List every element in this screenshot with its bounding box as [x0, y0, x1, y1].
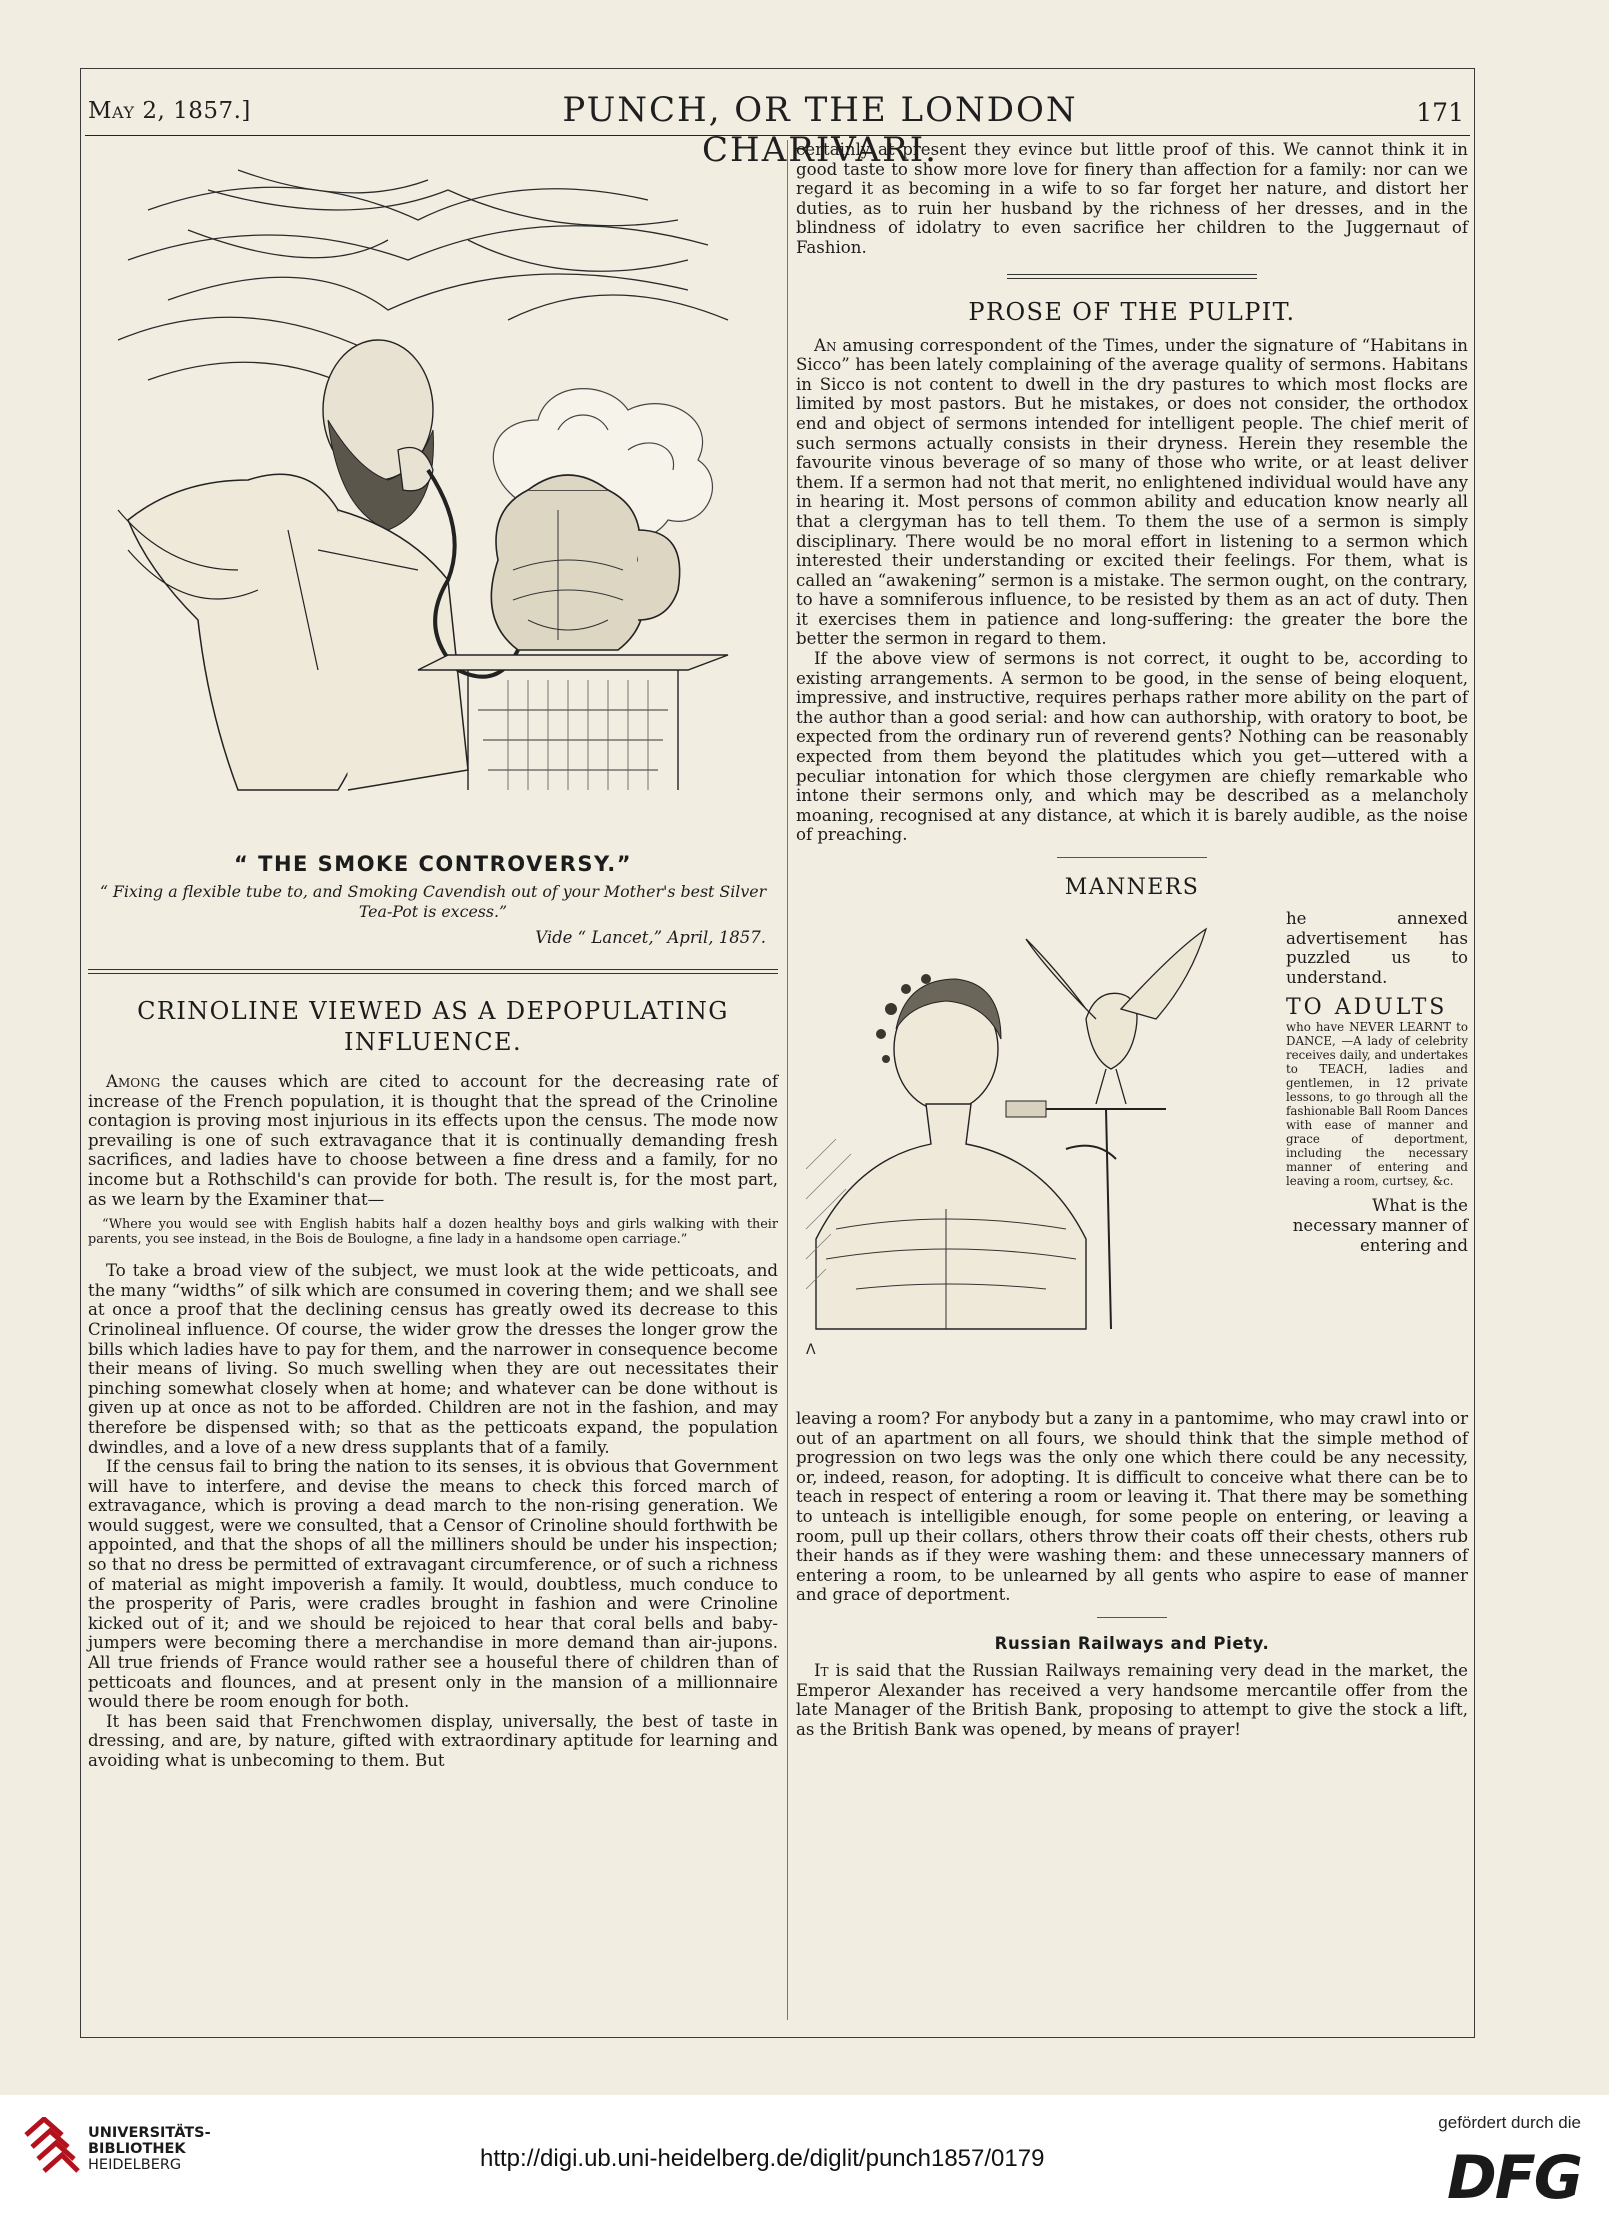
- library-name-line-2: BIBLIOTHEK: [88, 2141, 186, 2157]
- pulpit-paragraph-2: If the above view of sermons is not correct, it ought to be, according to existing arrangements. A sermon to be good, in the sense of being eloquent, impressive, and instructive, requires perhaps rather more ability on the part of the author than a good serial: and how can authorship, with oratory to boot, be expected from the ordinary run of reverend gents? Nothing can be reasonably expected from them beyond the platitudes which you get—uttered with a peculiar intonation for which those clergymen are chiefly remarkable who intone their sermons only, and which may be described as a melancholy moaning, recognised at any distance, at which it is barely audible, as the noise of preaching.: [796, 649, 1468, 845]
- masthead-title: PUNCH, OR THE LONDON CHARIVARI.: [562, 90, 1078, 170]
- artist-monogram: Λ: [806, 1342, 816, 1358]
- page-number: 171: [1416, 98, 1464, 127]
- crinoline-paragraph-2: To take a broad view of the subject, we must look at the wide petticoats, and the many “widths” of silk which are consumed in covering them; and we shall see at once a proof that the declining census has greatly owed its decrease to this Crinolineal influence. Of course, the wider grow the dresses the longer grow the bills which ladies have to pay for them, and the narrower in consequence become their means of living. So much swelling when they are out necessitates their pinching somewhat closely when at home; and whatever can be done without is given up at once as not to be afforded. Children are not in the fashion, and may therefore be dispensed with; so that as the petticoats expand, the population dwindles, and a love of a new dress supplants that of a family.: [88, 1261, 778, 1457]
- source-url-link[interactable]: http://digi.ub.uni-heidelberg.de/diglit/punch1857/0179: [480, 2145, 1045, 2172]
- advertisement-heading: TO ADULTS: [1286, 995, 1448, 1021]
- library-name-line-1: UNIVERSITÄTS-: [88, 2125, 211, 2141]
- crinoline-continuation: certainly at present they evince but little proof of this. We cannot think it in good taste to show more love for finery than affection for a family: nor can we regard it as becoming in a wife to so far forget her nature, and distort her duties, as to ruin her husband by the richness of her dresses, and in the blindness of idolatry to even sacrifice her children to the Juggernaut of Fashion.: [796, 140, 1468, 257]
- russian-railways-title: Russian Railways and Piety.: [994, 1633, 1270, 1653]
- crinoline-title: CRINOLINE VIEWED AS A DEPOPULATING INFLUENCE.: [137, 997, 729, 1056]
- examiner-quote: “Where you would see with English habits half a dozen healthy boys and girls walking with their parents, you see instead, in the Bois de Boulogne, a fine lady in a handsome open carriage.”: [88, 1217, 778, 1248]
- manners-sidebar: [1286, 909, 1468, 1255]
- manners-intro: he annexed advertisement has puzzled us to understand.: [1286, 909, 1468, 987]
- crinoline-paragraph-1-text: the causes which are cited to account for the decreasing rate of increase of the French population, it is thought that the spread of the Crinoline contagion is proving most injurious in its effects upon the census. The mode now prevailing is one of such extravagance that it is continually demanding fresh sacrifices, and ladies have to choose between a fine dress and a family, for no income but a Rothschild's can provide for both. The result is, for the most part, as we learn by the Examiner that—: [88, 1072, 778, 1209]
- library-name-line-3: HEIDELBERG: [88, 2157, 182, 2173]
- column-divider: [787, 140, 788, 2020]
- manners-side-paragraph: What is the necessary manner of entering and: [1292, 1196, 1468, 1255]
- russian-railways-text: is said that the Russian Railways remaining very dead in the market, the Emperor Alexander has received a very handsome mercantile offer from the late Manager of the British Bank, proposing to attempt to give the stock a lift, as the British Bank was opened, by means of prayer!: [796, 1660, 1468, 1739]
- pulpit-title: PROSE OF THE PULPIT.: [968, 297, 1296, 326]
- digitization-footer: [0, 2095, 1609, 2215]
- advertisement-text: who have NEVER LEARNT to DANCE, —A lady of celebrity receives daily, and undertakes to TEACH, ladies and gentlemen, in 12 private lessons, to go through all the fashionable Ball Room Dances with ease of manner and grace of deportment, including the necessary manner of entering and leaving a room, curtsey, &c.: [1286, 1020, 1468, 1189]
- university-library-logo-icon: [22, 2117, 80, 2179]
- lady-and-parrot-illustration: [796, 909, 1286, 1409]
- pulpit-lead-word: An: [814, 335, 837, 355]
- header-date: May 2, 1857.]: [88, 98, 251, 124]
- cartoon-citation: Vide “ Lancet,” April, 1857.: [535, 928, 766, 947]
- crinoline-paragraph-1: [88, 1072, 778, 1209]
- smoke-controversy-cartoon: [88, 150, 778, 840]
- manners-title: MANNERS: [1064, 875, 1200, 900]
- crinoline-lead-word: Among: [106, 1072, 161, 1091]
- crinoline-paragraph-3: If the census fail to bring the nation to its senses, it is obvious that Government will have to interfere, and devise the means to check this forced march of extravagance, which is proving a dead march to the non-rising generation. We would suggest, were we consulted, that a Censor of Crinoline should forthwith be appointed, and that the shops of all the milliners should be under his inspection; so that no dress be permitted of extravagant circumference, or of such a richness of material as might impoverish a family. It would, doubtless, much conduce to the prosperity of Paris, were cradles brought in fashion and were Crinoline kicked out of it; and we should be rejoiced to hear that coral bells and baby-jumpers were becoming there a merchandise in more demand than air-jupons. All true friends of France would rather see a houseful there of children than of petticoats and flounces, and at present only in the mansion of a millionnaire would there be room enough for both.: [88, 1457, 778, 1712]
- dfg-logo: DFG: [1446, 2143, 1581, 2213]
- russian-railways-paragraph: [796, 1661, 1468, 1739]
- header-rule: [85, 135, 1470, 136]
- left-column: [88, 150, 778, 1771]
- funding-label: gefördert durch die: [1438, 2113, 1581, 2132]
- cartoon-title: “ THE SMOKE CONTROVERSY.”: [234, 852, 632, 876]
- pulpit-paragraph-1: [796, 336, 1468, 650]
- manners-block: [796, 909, 1468, 1409]
- right-column: [796, 140, 1468, 1739]
- library-name: [88, 2125, 211, 2173]
- pulpit-paragraph-1-text: amusing correspondent of the Times, under the signature of “Habitans in Sicco” has been lately complaining of the average quality of sermons. Habitans in Sicco is not content to dwell in the dry pastures to which most flocks are limited by most pastors. But he mistakes, or does not consider, the orthodox end and object of sermons intended for intelligent people. The chief merit of such sermons actually consists in their dryness. Herein they resemble the favourite vinous beverage of so many of those who write, or at least deliver them. If a sermon had not that merit, no enlightened individual would have any in hearing it. Most persons of common ability and education know nearly all that a clergyman has to tell them. To them the use of a sermon is simply disciplinary. There would be no moral effort in listening to a sermon which interested their understanding or excited their feelings. For them, what is called an “awakening” sermon is a mistake. The sermon ought, on the contrary, to have a somniferous influence, to be resisted by them as an act of duty. Then it exercises them in patience and long-suffering: the greater the bore the better the sermon in regard to them.: [796, 335, 1468, 649]
- crinoline-paragraph-4: It has been said that Frenchwomen display, universally, the best of taste in dressing, and are, by nature, gifted with extraordinary aptitude for learning and avoiding what is unbecoming to them. But: [88, 1711, 778, 1770]
- cartoon-caption: “ Fixing a flexible tube to, and Smoking Cavendish out of your Mother's best Silver Tea-Pot is excess.”: [99, 882, 767, 921]
- manners-paragraph: leaving a room? For anybody but a zany in a pantomime, who may crawl into or out of an apartment on all fours, we should think that the simple method of progression on two legs was the only one which there could be any necessity, or, indeed, reason, for adopting. It is difficult to conceive what there can be to teach in respect of entering a room or leaving it. That there may be something to unteach is intelligible enough, for some people on entering, or leaving a room, pull up their collars, others throw their coats off their chests, others rub their hands as if they were washing them: and these unnecessary manners of entering a room, to be unlearned by all gents who aspire to ease of manner and grace of deportment.: [796, 1409, 1468, 1605]
- russian-lead-word: It: [814, 1660, 829, 1680]
